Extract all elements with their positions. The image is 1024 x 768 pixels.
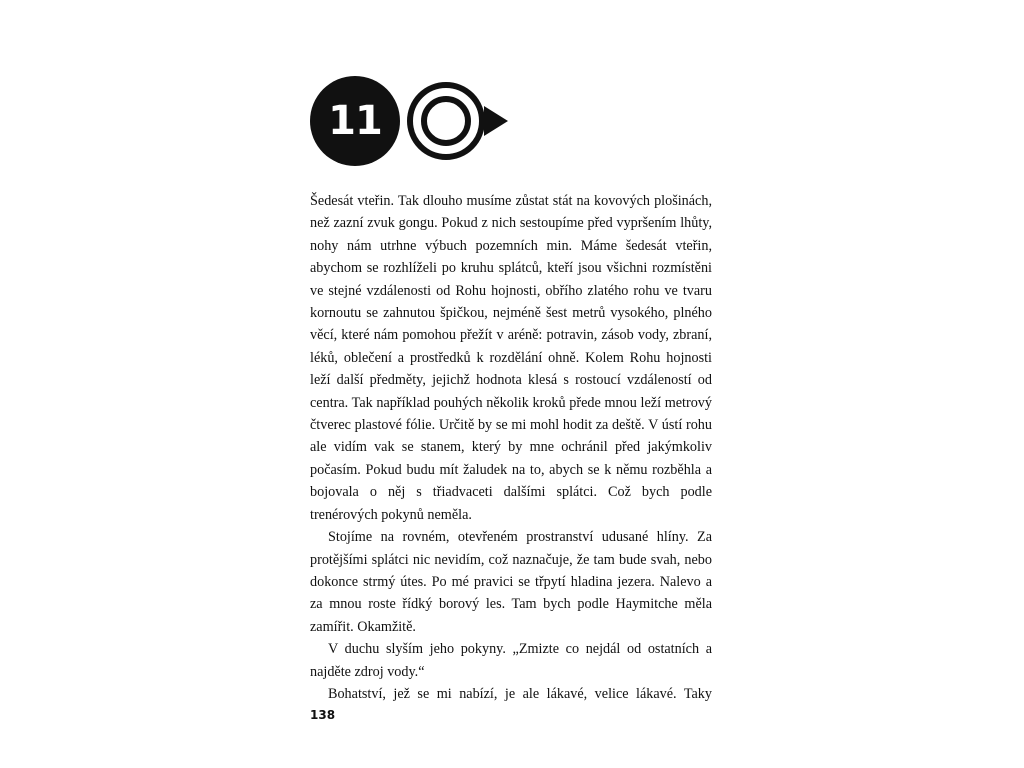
paragraph: V duchu slyším jeho pokyny. „Zmizte co nejdál od ostatních a najděte zdroj vody.“ (310, 641, 712, 680)
chapter-number: 11 (328, 98, 382, 144)
paragraph: Bohatství, jež se mi nabízí, je ale lákavé, velice lákavé. Taky (328, 685, 712, 702)
paragraph: Šedesát vteřin. Tak dlouho musíme zůstat stát na kovových plošinách, než zazní zvuk gongu. Pokud z nich sestoupíme před vypršením lhůty, nohy nám utrhne výbuch pozemních min. Máme šedesát vteřin, abychom se rozhlíželi po kruhu splátců, kteří jsou všichni rozmístěni ve stejné vzdálenosti od Rohu hojnosti, obřího zlatého rohu ve tvaru kornoutu se zahnutou špičkou, nejméně šest metrů vysokého, plného věcí, které nám pomohou přežít v aréně: potravin, zásob vody, zbraní, léků, oblečení a prostředků k rozdělání ohně. Kolem Rohu hojnosti leží další předměty, jejichž hodnota klesá s rostoucí vzdáleností od centra. Tak například pouhých několik kroků přede mnou leží metrový čtverec plastové fólie. Určitě by se mi mohl hodit za deště. V ústí rohu ale vidím vak se stanem, který by mne ochránil před jakýmkoliv počasím. Pokud budu mít žaludek na to, abych se k němu rozběhla a bojovala o něj s třiadvaceti dalšími splátci. Což bych podle trenérových pokynů neměla. (310, 193, 712, 523)
page-number: 138 (310, 708, 336, 722)
chapter-header (310, 76, 510, 166)
target-arrow-icon (406, 80, 510, 162)
chapter-body-text (310, 190, 712, 705)
paragraph: Stojíme na rovném, otevřeném prostranství udusané hlíny. Za protějšími splátci nic nevidím, což naznačuje, že tam bude svah, nebo dokonce strmý útes. Po mé pravici se třpytí hladina jezera. Nalevo a za mnou roste řídký borový les. Tam bych podle Haymitche měla zamířit. Okamžitě. (310, 529, 712, 635)
chapter-number-badge (310, 76, 400, 166)
